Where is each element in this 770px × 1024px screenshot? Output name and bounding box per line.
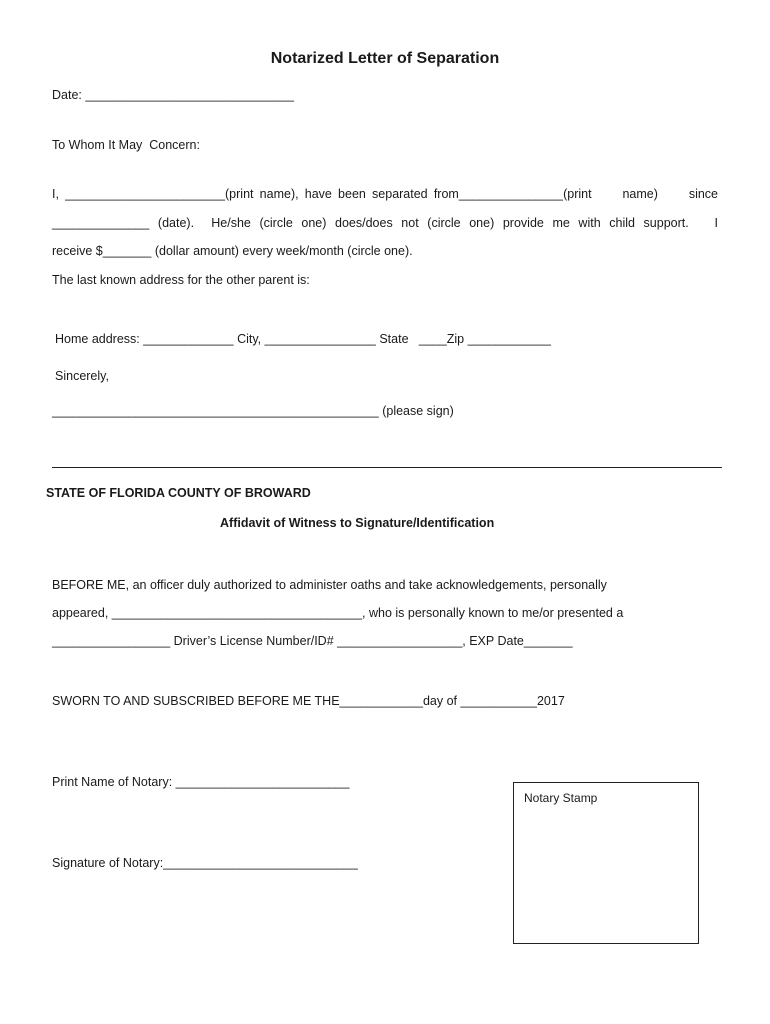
- notary-signature-line: Signature of Notary:____________________________: [52, 856, 358, 870]
- section-divider: [52, 467, 722, 468]
- address-line: Home address: _____________ City, ________________ State ____Zip ____________: [55, 332, 552, 346]
- closing: Sincerely,: [55, 369, 109, 383]
- salutation: To Whom It May Concern:: [52, 138, 200, 152]
- license-line: _________________ Driver’s License Number/ID# __________________, EXP Date_______: [52, 634, 573, 648]
- state-county-heading: STATE OF FLORIDA COUNTY OF BROWARD: [46, 486, 311, 500]
- separation-line-1: I, _______________________(print name), have been separated from_______________(print name) since: [52, 187, 718, 201]
- date-line: Date: ______________________________: [52, 88, 294, 102]
- before-me-line: BEFORE ME, an officer duly authorized to administer oaths and take acknowledgements, personally: [52, 578, 607, 592]
- sworn-line: SWORN TO AND SUBSCRIBED BEFORE ME THE____________day of ___________2017: [52, 694, 565, 708]
- signature-line: _______________________________________________ (please sign): [52, 404, 454, 418]
- separation-line-4: The last known address for the other parent is:: [52, 273, 310, 287]
- appeared-line: appeared, ____________________________________, who is personally known to me/or presented a: [52, 606, 624, 620]
- affidavit-title: Affidavit of Witness to Signature/Identification: [220, 516, 495, 530]
- separation-line-2: ______________ (date). He/she (circle one) does/does not (circle one) provide me with child support. I: [52, 216, 718, 230]
- notary-stamp-label: Notary Stamp: [524, 791, 598, 805]
- document-title: Notarized Letter of Separation: [270, 50, 500, 67]
- notary-stamp-box: [513, 782, 699, 944]
- notary-print-name-line: Print Name of Notary: _________________________: [52, 775, 350, 789]
- separation-line-3: receive $_______ (dollar amount) every week/month (circle one).: [52, 244, 413, 258]
